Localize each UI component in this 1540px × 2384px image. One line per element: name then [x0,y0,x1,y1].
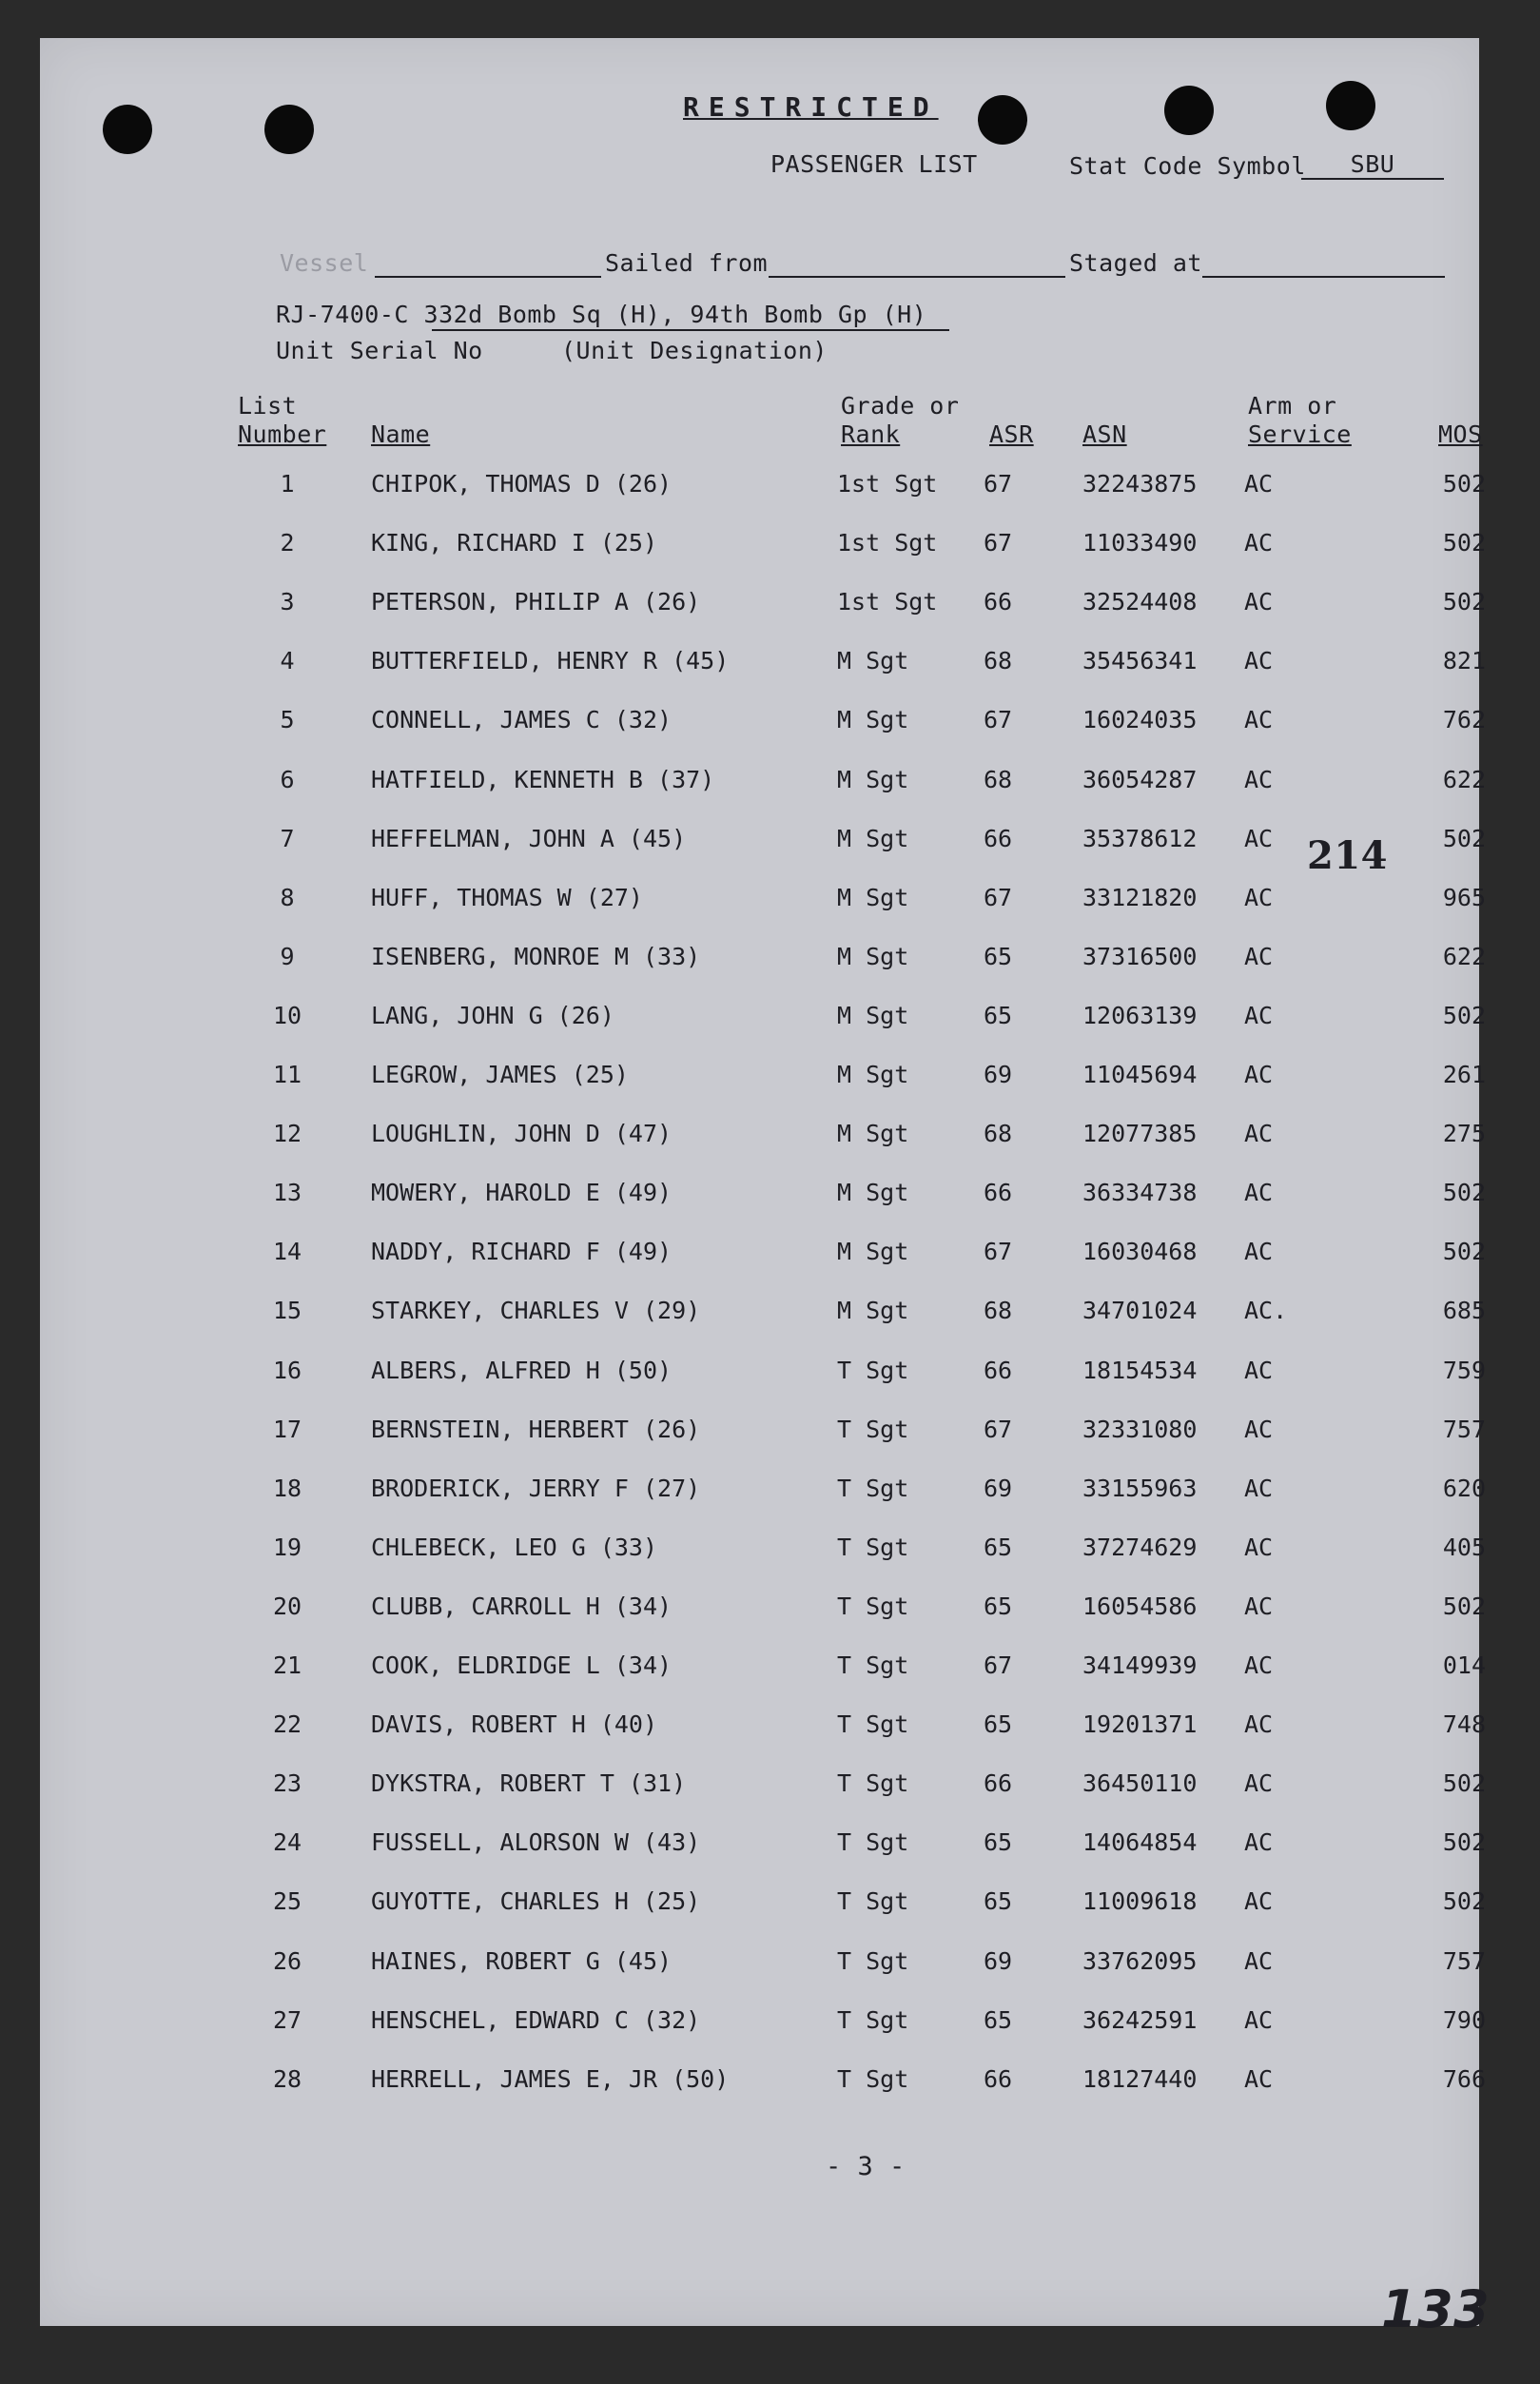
serial-number: 12063139 [1082,1001,1198,1029]
arm-service: AC [1244,1061,1274,1088]
table-row [40,1120,1486,1158]
grade-rank: T Sgt [837,1533,909,1561]
ash-code: 65 [984,2005,1013,2034]
row-number: 12 [272,1120,302,1148]
ash-code: 68 [984,1120,1013,1148]
mos-code: 965 [1442,883,1486,911]
row-number: 6 [280,765,295,793]
unit-underline [432,329,949,331]
vessel-blank [375,276,601,278]
arm-service: AC [1244,1474,1274,1502]
serial-number: 14064854 [1082,1828,1198,1857]
mos-code: 502 [1442,588,1486,616]
arm-service: AC [1244,470,1274,498]
punch-hole [1164,86,1214,135]
grade-rank: T Sgt [837,1474,909,1502]
table-row [40,1533,1486,1572]
table-row [40,1297,1486,1335]
arm-service: AC [1244,647,1274,675]
passenger-name: CHLEBECK, LEO G (33) [371,1533,658,1561]
mos-code: 405 [1442,1533,1486,1561]
grade-rank: T Sgt [837,1946,909,1975]
row-number: 11 [272,1061,302,1088]
grade-rank: T Sgt [837,1769,909,1798]
serial-number: 16024035 [1082,706,1198,734]
ash-code: 67 [984,529,1013,557]
mos-code: 685 [1442,1297,1486,1325]
serial-number: 12077385 [1082,1120,1198,1148]
ash-code: 66 [984,588,1013,616]
grade-rank: T Sgt [837,2064,909,2093]
grade-rank: T Sgt [837,1651,909,1679]
passenger-name: COOK, ELDRIDGE L (34) [371,1651,673,1679]
table-row [40,1946,1486,1985]
arm-service: AC. [1244,1297,1288,1325]
grade-rank: 1st Sgt [837,529,938,557]
arm-service: AC [1244,2005,1274,2034]
arm-service: AC [1244,1651,1274,1679]
table-row [40,529,1486,567]
passenger-name: LANG, JOHN G (26) [371,1001,614,1029]
ash-code: 67 [984,470,1013,498]
passenger-name: HATFIELD, KENNETH B (37) [371,765,715,793]
arm-service: AC [1244,1356,1274,1384]
ash-code: 65 [984,1828,1013,1857]
ash-code: 65 [984,1887,1013,1916]
serial-number: 32243875 [1082,470,1198,498]
arm-service: AC [1244,1769,1274,1798]
ash-code: 67 [984,1651,1013,1679]
grade-rank: M Sgt [837,1120,909,1148]
col-header-grade: Grade or [841,392,960,420]
serial-number: 36450110 [1082,1769,1198,1798]
passenger-name: LEGROW, JAMES (25) [371,1061,629,1088]
mos-code: 275 [1442,1120,1486,1148]
passenger-name: LOUGHLIN, JOHN D (47) [371,1120,673,1148]
mos-code: 757 [1442,1946,1486,1975]
table-row [40,1710,1486,1749]
ash-code: 67 [984,1415,1013,1443]
mos-code: 502 [1442,824,1486,852]
arm-service: AC [1244,942,1274,970]
table-row [40,824,1486,863]
table-row [40,706,1486,744]
grade-rank: 1st Sgt [837,588,938,616]
ash-code: 67 [984,883,1013,911]
serial-number: 18154534 [1082,1356,1198,1384]
row-number: 26 [272,1946,302,1975]
table-row [40,588,1486,626]
passenger-name: CONNELL, JAMES C (32) [371,706,673,734]
table-row [40,942,1486,981]
grade-rank: M Sgt [837,1061,909,1088]
row-number: 5 [280,706,295,734]
arm-service: AC [1244,588,1274,616]
row-number: 21 [272,1651,302,1679]
punch-hole [264,105,314,154]
arm-service: AC [1244,1946,1274,1975]
table-row [40,1651,1486,1690]
serial-number: 36334738 [1082,1179,1198,1207]
serial-number: 34149939 [1082,1651,1198,1679]
arm-service: AC [1244,1710,1274,1739]
arm-service: AC [1244,765,1274,793]
passenger-name: BERNSTEIN, HERBERT (26) [371,1415,701,1443]
grade-rank: M Sgt [837,765,909,793]
ash-code: 65 [984,1001,1013,1029]
serial-number: 11045694 [1082,1061,1198,1088]
row-number: 23 [272,1769,302,1798]
sailed-from-label: Sailed from [605,249,769,277]
table-row [40,765,1486,804]
mos-code: 502 [1442,1769,1486,1798]
row-number: 9 [280,942,295,970]
passenger-name: ISENBERG, MONROE M (33) [371,942,701,970]
mos-code: 014 [1442,1651,1486,1679]
ash-code: 68 [984,1297,1013,1325]
col-header-list: List [238,392,298,420]
punch-hole [978,95,1027,145]
serial-number: 35378612 [1082,824,1198,852]
row-number: 22 [272,1710,302,1739]
table-row [40,470,1486,508]
mos-code: 622 [1442,765,1486,793]
col-header-asn: ASN [1082,420,1127,448]
arm-service: AC [1244,529,1274,557]
row-number: 14 [272,1238,302,1266]
row-number: 28 [272,2064,302,2093]
ash-code: 67 [984,1238,1013,1266]
stamp-number: 214 [1307,833,1388,878]
grade-rank: M Sgt [837,1179,909,1207]
serial-number: 16030468 [1082,1238,1198,1266]
passenger-name: ALBERS, ALFRED H (50) [371,1356,673,1384]
punch-hole [103,105,152,154]
unit-serial-label: Unit Serial No [276,337,483,364]
stat-code-value: SBU [1301,150,1444,180]
arm-service: AC [1244,883,1274,911]
serial-number: 19201371 [1082,1710,1198,1739]
grade-rank: M Sgt [837,706,909,734]
row-number: 17 [272,1415,302,1443]
row-number: 13 [272,1179,302,1207]
row-number: 20 [272,1592,302,1620]
grade-rank: T Sgt [837,1887,909,1916]
serial-number: 18127440 [1082,2064,1198,2093]
mos-code: 502 [1442,1179,1486,1207]
table-row [40,1415,1486,1454]
grade-rank: M Sgt [837,1238,909,1266]
serial-number: 36054287 [1082,765,1198,793]
col-header-name: Name [371,420,431,448]
col-header-number: Number [238,420,327,448]
row-number: 15 [272,1297,302,1325]
ash-code: 65 [984,942,1013,970]
table-row [40,1061,1486,1099]
table-row [40,1238,1486,1276]
row-number: 25 [272,1887,302,1916]
mos-code: 502 [1442,1592,1486,1620]
unit-designation-label: (Unit Designation) [561,337,828,364]
row-number: 8 [280,883,295,911]
arm-service: AC [1244,1887,1274,1916]
arm-service: AC [1244,1179,1274,1207]
mos-code: 762 [1442,706,1486,734]
table-row [40,647,1486,685]
col-header-rank: Rank [841,420,901,448]
passenger-name: PETERSON, PHILIP A (26) [371,588,701,616]
ash-code: 68 [984,647,1013,675]
arm-service: AC [1244,1592,1274,1620]
page-number: - 3 - [826,2152,906,2181]
table-row [40,2005,1486,2044]
ash-code: 68 [984,765,1013,793]
passenger-name: BRODERICK, JERRY F (27) [371,1474,701,1502]
handwritten-number: 133 [1381,2279,1491,2339]
arm-service: AC [1244,1533,1274,1561]
staged-at-label: Staged at [1069,249,1202,277]
table-row [40,1592,1486,1631]
arm-service: AC [1244,1001,1274,1029]
ash-code: 69 [984,1946,1013,1975]
serial-number: 35456341 [1082,647,1198,675]
mos-code: 759 [1442,1356,1486,1384]
grade-rank: T Sgt [837,1710,909,1739]
passenger-name: MOWERY, HAROLD E (49) [371,1179,673,1207]
table-row [40,2064,1486,2103]
passenger-name: CHIPOK, THOMAS D (26) [371,470,673,498]
passenger-name: HAINES, ROBERT G (45) [371,1946,673,1975]
serial-number: 11009618 [1082,1887,1198,1916]
document-page [40,38,1491,2339]
mos-code: 502 [1442,1887,1486,1916]
ash-code: 65 [984,1592,1013,1620]
ash-code: 66 [984,1179,1013,1207]
row-number: 7 [280,824,295,852]
mos-code: 821 [1442,647,1486,675]
row-number: 1 [280,470,295,498]
table-row [40,883,1486,922]
passenger-name: GUYOTTE, CHARLES H (25) [371,1887,701,1916]
col-header-ash: ASR [989,420,1034,448]
passenger-name: CLUBB, CARROLL H (34) [371,1592,673,1620]
row-number: 2 [280,529,295,557]
mos-code: 766 [1442,2064,1486,2093]
ash-code: 65 [984,1533,1013,1561]
passenger-name: STARKEY, CHARLES V (29) [371,1297,701,1325]
mos-code: 748 [1442,1710,1486,1739]
grade-rank: M Sgt [837,883,909,911]
mos-code: 620 [1442,1474,1486,1502]
sailed-from-blank [769,276,1065,278]
serial-number: 16054586 [1082,1592,1198,1620]
grade-rank: T Sgt [837,1592,909,1620]
passenger-name: HEFFELMAN, JOHN A (45) [371,824,687,852]
grade-rank: M Sgt [837,824,909,852]
mos-code: 502 [1442,1238,1486,1266]
grade-rank: M Sgt [837,1297,909,1325]
mos-code: 502 [1442,470,1486,498]
passenger-name: HUFF, THOMAS W (27) [371,883,643,911]
serial-number: 11033490 [1082,529,1198,557]
ash-code: 66 [984,824,1013,852]
punch-hole [1326,81,1375,130]
grade-rank: 1st Sgt [837,470,938,498]
arm-service: AC [1244,824,1274,852]
ash-code: 67 [984,706,1013,734]
arm-service: AC [1244,1238,1274,1266]
serial-number: 33121820 [1082,883,1198,911]
grade-rank: M Sgt [837,647,909,675]
table-row [40,1828,1486,1866]
ash-code: 69 [984,1061,1013,1088]
ash-code: 66 [984,1769,1013,1798]
staged-at-blank [1202,276,1445,278]
passenger-name: DAVIS, ROBERT H (40) [371,1710,658,1739]
grade-rank: T Sgt [837,2005,909,2034]
mos-code: 622 [1442,942,1486,970]
col-header-mos: MOS [1438,420,1483,448]
ash-code: 66 [984,1356,1013,1384]
mos-code: 502 [1442,529,1486,557]
passenger-name: DYKSTRA, ROBERT T (31) [371,1769,687,1798]
serial-number: 33762095 [1082,1946,1198,1975]
ash-code: 65 [984,1710,1013,1739]
arm-service: AC [1244,706,1274,734]
arm-service: AC [1244,1415,1274,1443]
passenger-name: FUSSELL, ALORSON W (43) [371,1828,701,1857]
vessel-label: Vessel [280,249,369,277]
mos-code: 502 [1442,1828,1486,1857]
row-number: 18 [272,1474,302,1502]
row-number: 3 [280,588,295,616]
unit-line: RJ-7400-C 332d Bomb Sq (H), 94th Bomb Gp (H) [276,301,927,328]
row-number: 19 [272,1533,302,1561]
row-number: 4 [280,647,295,675]
ash-code: 69 [984,1474,1013,1502]
grade-rank: T Sgt [837,1415,909,1443]
stat-code-label: Stat Code Symbol [1069,152,1306,180]
row-number: 16 [272,1356,302,1384]
grade-rank: T Sgt [837,1356,909,1384]
table-row [40,1179,1486,1217]
arm-service: AC [1244,2064,1274,2093]
table-row [40,1474,1486,1513]
classification-title: RESTRICTED [683,91,939,123]
row-number: 10 [272,1001,302,1029]
serial-number: 37316500 [1082,942,1198,970]
passenger-name: KING, RICHARD I (25) [371,529,658,557]
table-row [40,1887,1486,1925]
serial-number: 32524408 [1082,588,1198,616]
grade-rank: T Sgt [837,1828,909,1857]
arm-service: AC [1244,1120,1274,1148]
table-row [40,1001,1486,1040]
passenger-name: HERRELL, JAMES E, JR (50) [371,2064,730,2093]
serial-number: 36242591 [1082,2005,1198,2034]
ash-code: 66 [984,2064,1013,2093]
row-number: 27 [272,2005,302,2034]
serial-number: 33155963 [1082,1474,1198,1502]
mos-code: 790 [1442,2005,1486,2034]
serial-number: 37274629 [1082,1533,1198,1561]
passenger-name: HENSCHEL, EDWARD C (32) [371,2005,701,2034]
grade-rank: M Sgt [837,1001,909,1029]
col-header-arm: Arm or [1248,392,1337,420]
serial-number: 34701024 [1082,1297,1198,1325]
mos-code: 757 [1442,1415,1486,1443]
mos-code: 261 [1442,1061,1486,1088]
grade-rank: M Sgt [837,942,909,970]
list-type: PASSENGER LIST [770,150,978,178]
table-row [40,1769,1486,1808]
mos-code: 502 [1442,1001,1486,1029]
col-header-service: Service [1248,420,1352,448]
arm-service: AC [1244,1828,1274,1857]
passenger-name: BUTTERFIELD, HENRY R (45) [371,647,730,675]
serial-number: 32331080 [1082,1415,1198,1443]
row-number: 24 [272,1828,302,1857]
table-row [40,1356,1486,1395]
passenger-name: NADDY, RICHARD F (49) [371,1238,673,1266]
